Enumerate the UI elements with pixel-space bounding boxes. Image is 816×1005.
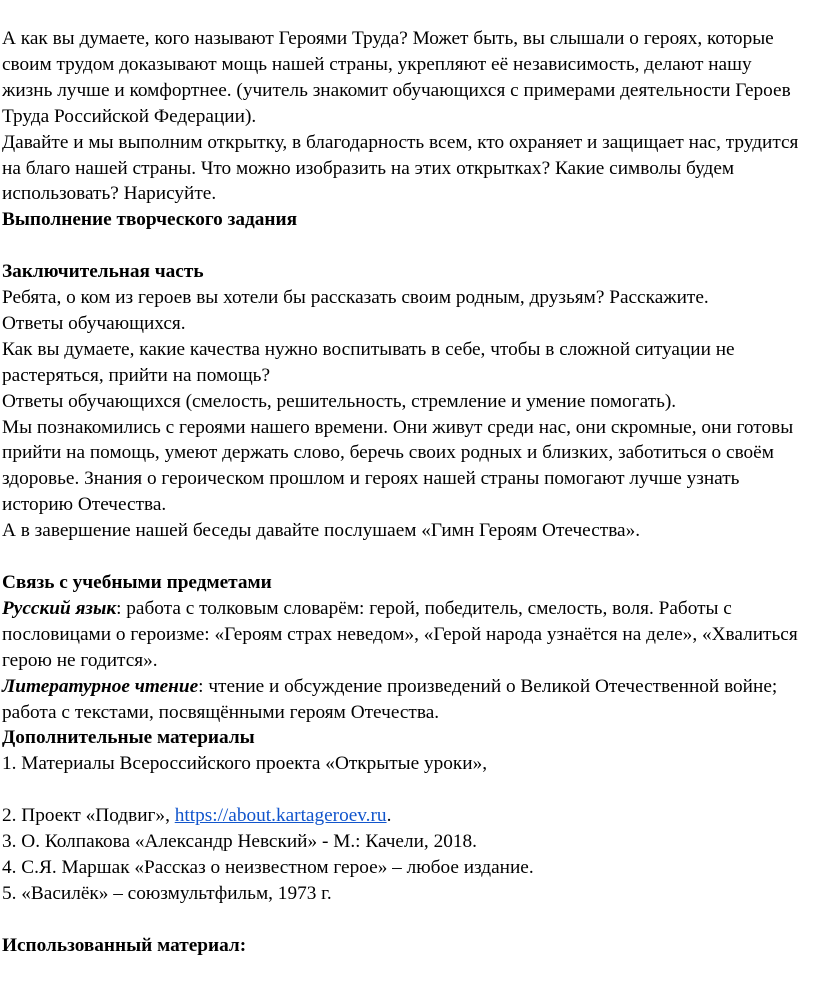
materials-item-1: 1. Материалы Всероссийского проекта «Открытые уроки»,: [2, 753, 488, 775]
final-part-line: Как вы думаете, какие качества нужно воспитывать в себе, чтобы в сложной ситуации не: [2, 338, 735, 360]
intro-line: Труда Российской Федерации).: [2, 105, 257, 127]
creative-task-heading: Выполнение творческого задания: [2, 209, 298, 231]
final-part-line: Ребята, о ком из героев вы хотели бы рассказать своим родным, друзьям? Расскажите.: [2, 287, 709, 309]
literature-label: Литературное чтение: [2, 675, 199, 697]
final-part-heading: Заключительная часть: [2, 261, 204, 283]
blank-line: [2, 907, 816, 933]
final-part-line: Ответы обучающихся.: [2, 312, 186, 334]
russian-text: : работа с толковым словарём: герой, победитель, смелость, воля. Работы с: [116, 597, 732, 619]
used-material-heading: Использованный материал:: [2, 934, 247, 956]
materials-item-5: 5. «Василёк» – союзмультфильм, 1973 г.: [2, 882, 332, 904]
final-part-line: А в завершение нашей беседы давайте послушаем «Гимн Героям Отечества».: [2, 520, 641, 542]
materials-item-2-suffix: .: [386, 805, 392, 827]
intro-line: А как вы думаете, кого называют Героями Труда? Может быть, вы слышали о героях, которые: [2, 28, 774, 49]
materials-heading: Дополнительные материалы: [2, 727, 255, 749]
literature-text: : чтение и обсуждение произведений о Великой Отечественной войне;: [198, 675, 778, 697]
blank-line: [2, 777, 816, 803]
final-part-line: растеряться, прийти на помощь?: [2, 364, 271, 386]
intro-line: Давайте и мы выполним открытку, в благодарность всем, кто охраняет и защищает нас, трудится: [2, 131, 799, 153]
podvig-project-link[interactable]: https://about.kartageroev.ru: [174, 805, 387, 827]
blank-line: [2, 544, 816, 570]
materials-item-2-prefix: 2. Проект «Подвиг»,: [2, 805, 175, 827]
intro-line: использовать? Нарисуйте.: [2, 183, 217, 205]
final-part-line: Мы познакомились с героями нашего времени. Они живут среди нас, они скромные, они готовы: [2, 416, 794, 438]
final-part-line: историю Отечества.: [2, 494, 167, 516]
russian-line-3: герою не годится».: [2, 649, 158, 671]
materials-item-3: 3. О. Колпакова «Александр Невский» - М.: Качели, 2018.: [2, 831, 477, 853]
literature-line-1: [2, 674, 816, 700]
russian-line-2: пословицами о героизме: «Героям страх неведом», «Герой народа узнаётся на деле», «Хвалиться: [2, 623, 798, 645]
russian-label: Русский язык: [2, 597, 117, 619]
materials-item-2: [2, 803, 816, 829]
intro-line: на благо нашей страны. Что можно изобразить на этих открытках? Какие символы будем: [2, 157, 735, 179]
blank-line: [2, 233, 816, 259]
document-page: [2, 26, 816, 959]
final-part-line: здоровье. Знания о героическом прошлом и героях нашей страны помогают лучше узнать: [2, 468, 740, 490]
final-part-line: Ответы обучающихся (смелость, решительность, стремление и умение помогать).: [2, 390, 677, 412]
final-part-line: прийти на помощь, умеют держать слово, беречь своих родных и близких, заботиться о своём: [2, 442, 774, 464]
literature-line-2: работа с текстами, посвящёнными героям Отечества.: [2, 701, 440, 723]
intro-line: жизнь лучше и комфортнее. (учитель знакомит обучающихся с примерами деятельности Героев: [2, 79, 791, 101]
intro-line: своим трудом доказывают мощь нашей страны, укрепляют её независимость, делают нашу: [2, 53, 752, 75]
subjects-heading: Связь с учебными предметами: [2, 572, 272, 593]
russian-line-1: [2, 596, 816, 622]
materials-item-4: 4. С.Я. Маршак «Рассказ о неизвестном герое» – любое издание.: [2, 856, 534, 878]
